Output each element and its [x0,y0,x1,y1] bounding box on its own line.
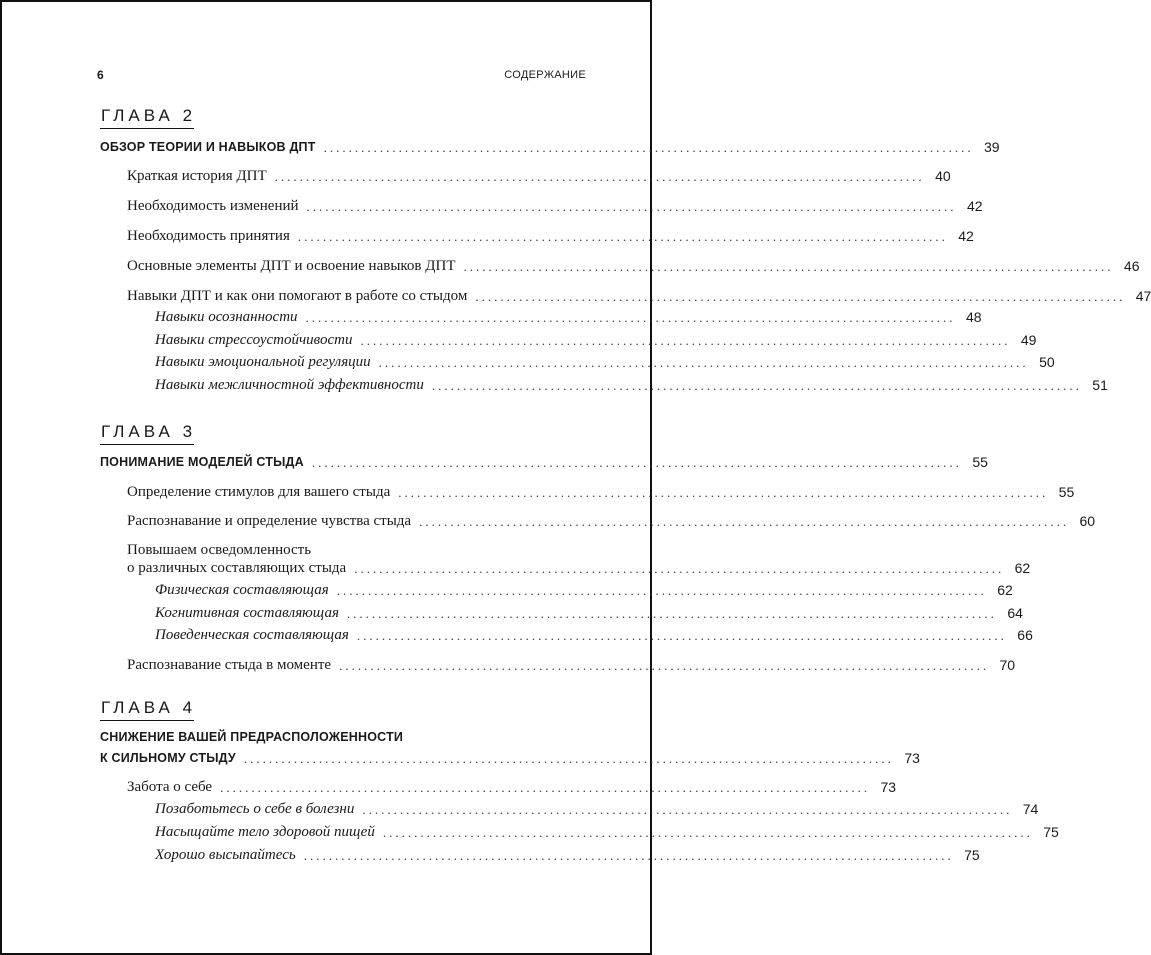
page-ref: 46 [1123,258,1140,274]
toc-subentry[interactable]: Навыки осознанности ........................................................................................................ 48 [155,309,982,325]
toc-entry[interactable]: о различных составляющих стыда ........................................................................................................ 62 [127,560,1031,576]
toc-subentry[interactable]: Поведенческая составляющая ........................................................................................................ 66 [155,627,1033,643]
page-ref: 48 [965,309,982,325]
page-ref: 55 [1058,484,1075,500]
chapter-3-heading [100,422,588,445]
leader-dots: ........................................................................................................ [306,199,957,214]
chapter-rule [100,128,194,129]
toc-entry-chapter-title[interactable]: ОБЗОР ТЕОРИИ И НАВЫКОВ ДПТ ........................................................................................................ 39 [100,139,1000,155]
leader-dots: ........................................................................................................ [305,310,956,325]
toc-entry[interactable]: Необходимость изменений ........................................................................................................ 42 [127,198,983,214]
toc-entry[interactable]: Забота о себе ........................................................................................................ 73 [127,779,897,795]
page-ref: 75 [964,847,980,863]
leader-dots: ........................................................................................................ [463,259,1114,274]
toc-entry-chapter-title[interactable]: К СИЛЬНОМУ СТЫДУ ........................................................................................................ 73 [100,750,920,766]
toc-entry-line1: Повышаем осведомленность [127,542,312,558]
toc-subentry[interactable]: Когнитивная составляющая ........................................................................................................ 64 [155,605,1023,621]
toc-entry[interactable]: Распознавание стыда в моменте ........................................................................................................ 70 [127,657,1016,673]
toc-entry-chapter-title-line1: СНИЖЕНИЕ ВАШЕЙ ПРЕДРАСПОЛОЖЕННОСТИ [100,730,404,744]
page-ref: 40 [935,168,951,184]
page-ref: 62 [997,582,1013,598]
toc-subentry[interactable]: Насыщайте тело здоровой пищей ........................................................................................................ 75 [155,824,1059,840]
leader-dots: ........................................................................................................ [356,628,1007,643]
leader-dots: ........................................................................................................ [354,561,1005,576]
leader-dots: ........................................................................................................ [431,378,1082,393]
page-ref: 51 [1092,377,1108,393]
chapter-rule [100,720,194,721]
toc-subentry[interactable]: Хорошо высыпайтесь ........................................................................................................ 75 [155,847,980,863]
toc-subentry[interactable]: Навыки межличностной эффективности ........................................................................................................ 51 [155,377,1108,393]
toc-entry[interactable]: Навыки ДПТ и как они помогают в работе со стыдом ........................................................................................................ 47 [127,288,1151,304]
leader-dots: ........................................................................................................ [220,780,871,795]
leader-dots: ........................................................................................................ [360,333,1011,348]
page-ref: 64 [1007,605,1023,621]
toc-subentry[interactable]: Навыки стрессоустойчивости ........................................................................................................ 49 [155,332,1037,348]
leader-dots: ........................................................................................................ [398,485,1049,500]
chapter-4-heading [100,698,588,721]
toc-entry[interactable]: Определение стимулов для вашего стыда ........................................................................................................ 55 [127,484,1075,500]
leader-dots: ........................................................................................................ [297,229,948,244]
page-ref: 60 [1079,513,1096,529]
leader-dots: ........................................................................................................ [311,455,962,470]
toc-subentry[interactable]: Физическая составляющая ........................................................................................................ 62 [155,582,1013,598]
leader-dots: ........................................................................................................ [378,355,1029,370]
page-ref: 75 [1043,824,1059,840]
page-ref: 55 [972,454,988,470]
leader-dots: ........................................................................................................ [336,583,987,598]
toc-entry[interactable]: Основные элементы ДПТ и освоение навыков ДПТ ........................................................................................................ 46 [127,258,1140,274]
page-ref: 74 [1022,801,1039,817]
toc-subentry[interactable]: Навыки эмоциональной регуляции ........................................................................................................ 50 [155,354,1055,370]
page-ref: 73 [904,750,920,766]
leader-dots: ........................................................................................................ [339,658,990,673]
page-ref: 66 [1017,627,1033,643]
toc-entry[interactable]: Краткая история ДПТ ........................................................................................................ 40 [127,168,951,184]
leader-dots: ........................................................................................................ [303,848,954,863]
chapter-label: ГЛАВА 2 [101,106,197,125]
page-ref: 49 [1020,332,1037,348]
leader-dots: ........................................................................................................ [346,606,997,621]
chapter-label: ГЛАВА 4 [101,698,197,717]
leader-dots: ........................................................................................................ [419,514,1070,529]
page-number: 6 [97,68,104,82]
running-header: СОДЕРЖАНИЕ [504,69,586,81]
page-ref: 42 [958,228,974,244]
leader-dots: ........................................................................................................ [323,140,974,155]
page-ref: 47 [1135,288,1151,304]
toc-entry-chapter-title[interactable]: ПОНИМАНИЕ МОДЕЛЕЙ СТЫДА ........................................................................................................ 55 [100,454,988,470]
chapter-2-heading [100,106,588,129]
page-ref: 39 [984,139,1000,155]
chapter-label: ГЛАВА 3 [101,422,197,441]
page-ref: 50 [1039,354,1055,370]
toc-entry[interactable]: Распознавание и определение чувства стыда ........................................................................................................ 60 [127,513,1096,529]
leader-dots: ........................................................................................................ [274,169,925,184]
page-ref: 73 [880,779,897,795]
toc-entry[interactable]: Необходимость принятия ........................................................................................................ 42 [127,228,974,244]
leader-dots: ........................................................................................................ [362,802,1013,817]
page-ref: 70 [999,657,1016,673]
leader-dots: ........................................................................................................ [475,289,1126,304]
page-ref: 62 [1014,560,1031,576]
chapter-rule [100,444,194,445]
page-ref: 42 [966,198,983,214]
toc-subentry[interactable]: Позаботьтесь о себе в болезни ........................................................................................................ 74 [155,801,1039,817]
leader-dots: ........................................................................................................ [243,751,894,766]
leader-dots: ........................................................................................................ [382,825,1033,840]
